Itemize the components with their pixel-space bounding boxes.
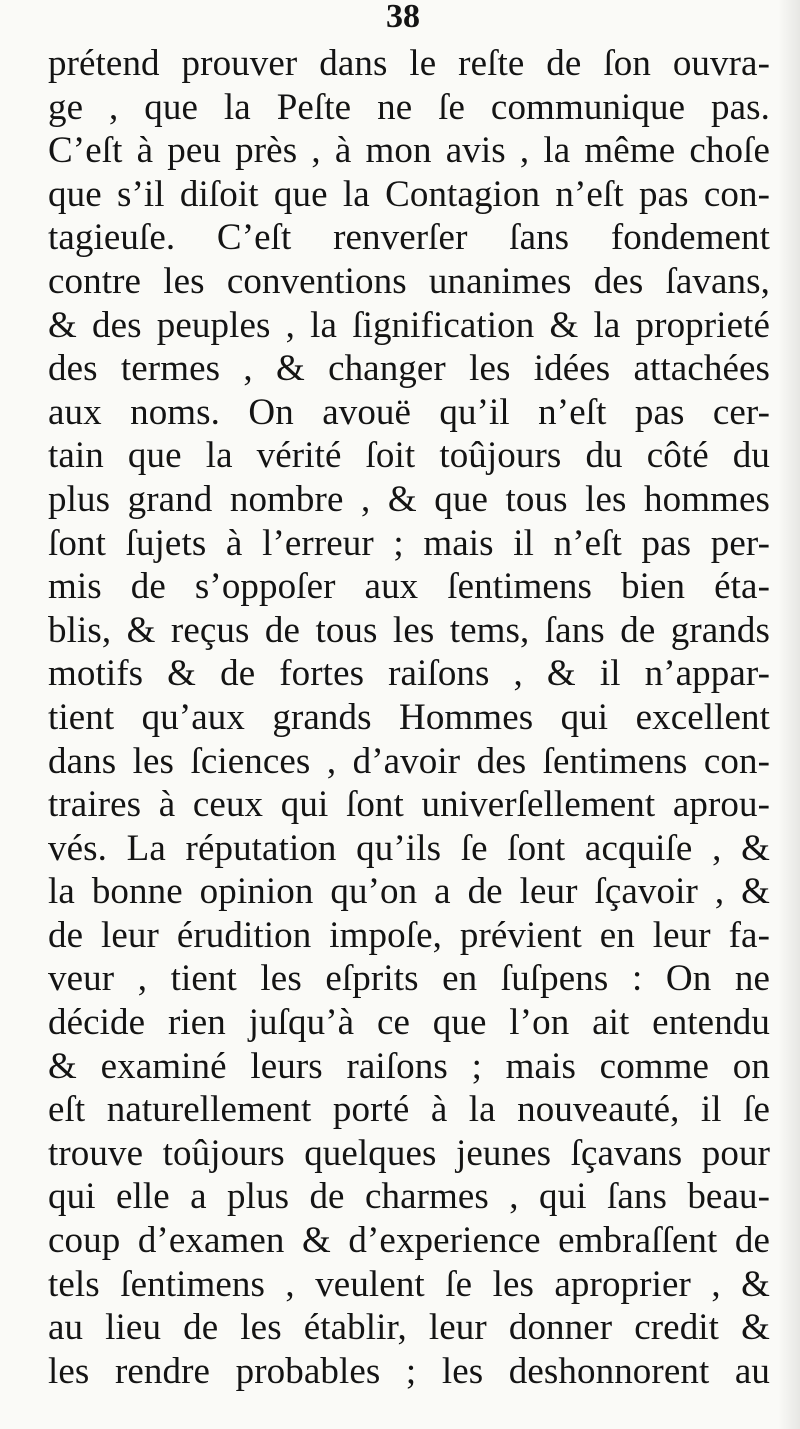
text-line: tient qu’aux grands Hommes qui excellent — [48, 696, 770, 738]
text-line: la bonne opinion qu’on a de leur ſçavoir , & — [48, 871, 770, 913]
text-line: C’eſt à peu près , à mon avis , la même choſe — [48, 130, 770, 172]
text-line: vés. La réputation qu’ils ſe ſont acquiſe , & — [48, 827, 770, 869]
text-line: ſont ſujets à l’erreur ; mais il n’eſt pas per- — [48, 522, 770, 564]
text-line: qui elle a plus de charmes , qui ſans beau- — [48, 1176, 770, 1218]
text-line: de leur érudition impoſe, prévient en leur fa- — [48, 914, 770, 956]
text-line: des termes , & changer les idées attachées — [48, 348, 770, 390]
text-line: & examiné leurs raiſons ; mais comme on — [48, 1045, 770, 1087]
text-line: mis de s’oppoſer aux ſentimens bien éta- — [48, 566, 770, 608]
text-line: blis, & reçus de tous les tems, ſans de grands — [48, 609, 770, 651]
text-line: & des peuples , la ſignification & la proprieté — [48, 304, 770, 346]
page-edge-shadow — [778, 0, 800, 1429]
text-line: plus grand nombre , & que tous les hommes — [48, 478, 770, 520]
text-line: que s’il diſoit que la Contagion n’eſt pas con- — [48, 173, 770, 215]
text-line: traires à ceux qui ſont univerſellement aprou- — [48, 784, 770, 826]
text-line: veur , tient les eſprits en ſuſpens : On ne — [48, 958, 770, 1000]
text-line: ge , que la Peſte ne ſe communique pas. — [48, 86, 770, 128]
text-line: prétend prouver dans le reſte de ſon ouvra- — [48, 43, 770, 84]
text-line: motifs & de fortes raiſons , & il n’appar- — [48, 653, 770, 695]
text-line: trouve toûjours quelques jeunes ſçavans pour — [48, 1132, 770, 1174]
text-line: contre les conventions unanimes des ſavans, — [48, 260, 770, 302]
text-line: les rendre probables ; les deshonnorent au — [48, 1350, 770, 1392]
text-line: tels ſentimens , veulent ſe les aproprier , & — [48, 1263, 770, 1305]
text-line: dans les ſciences , d’avoir des ſentimens con- — [48, 740, 770, 782]
body-text — [48, 42, 770, 1393]
text-line: au lieu de les établir, leur donner credit & — [48, 1307, 770, 1349]
text-line: eſt naturellement porté à la nouveauté, il ſe — [48, 1089, 770, 1131]
text-line: tain que la vérité ſoit toûjours du côté du — [48, 435, 770, 477]
page-number: 38 — [386, 0, 420, 35]
text-line: tagieuſe. C’eſt renverſer ſans fondement — [48, 217, 770, 259]
text-line: coup d’examen & d’experience embraſſent de — [48, 1220, 770, 1262]
text-line: décide rien juſqu’à ce que l’on ait entendu — [48, 1002, 770, 1044]
text-line: aux noms. On avouë qu’il n’eſt pas cer- — [48, 391, 770, 433]
